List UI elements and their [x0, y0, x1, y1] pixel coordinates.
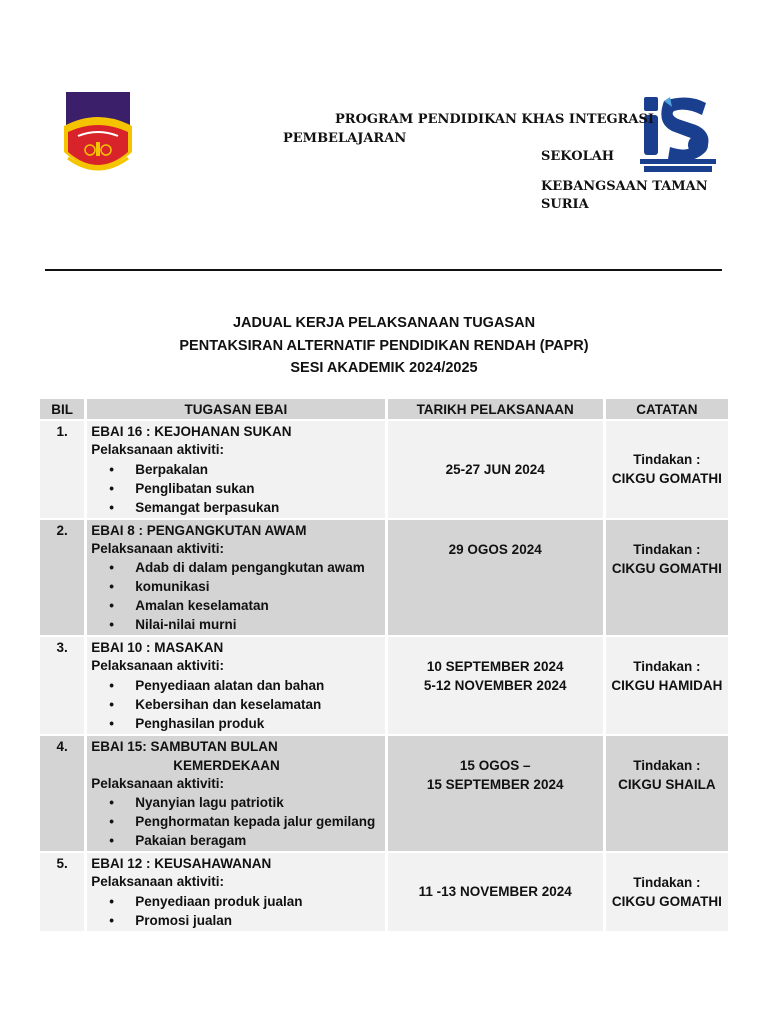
column-header-catatan: CATATAN	[606, 399, 728, 419]
list-item: • Berpakalan	[109, 460, 380, 479]
task-subtitle: Pelaksanaan aktiviti:	[91, 442, 225, 457]
list-item: • Kebersihan dan keselamatan	[109, 695, 380, 714]
row-number: 4.	[40, 736, 84, 852]
list-item: • Penyediaan alatan dan bahan	[109, 676, 380, 695]
list-item: • Penglibatan sukan	[109, 479, 380, 498]
note-label: Tindakan :	[633, 452, 701, 468]
task-cell	[87, 853, 384, 931]
table-row	[40, 736, 728, 852]
date-line: 11 -13 NOVEMBER 2024	[418, 884, 572, 900]
task-cell	[87, 421, 384, 518]
school-crest-icon	[60, 92, 136, 182]
task-title-continuation: KEMERDEKAAN	[173, 757, 280, 773]
column-header-tarikh: TARIKH PELAKSANAAN	[388, 399, 603, 419]
date-cell	[388, 421, 603, 518]
list-item: • komunikasi	[109, 577, 380, 596]
list-item: • Semangat berpasukan	[109, 498, 380, 517]
date-line: 15 OGOS –	[459, 757, 531, 773]
note-cell	[606, 736, 728, 852]
row-number: 2.	[40, 520, 84, 636]
task-cell	[87, 520, 384, 636]
note-label: Tindakan :	[633, 659, 701, 674]
header-divider	[45, 269, 722, 271]
date-cell	[388, 520, 603, 636]
task-subtitle: Pelaksanaan aktiviti:	[91, 874, 225, 889]
note-label: Tindakan :	[633, 874, 701, 890]
row-number: 1.	[40, 421, 84, 518]
header-line-3: SEKOLAH	[541, 149, 615, 164]
list-item: • Amalan keselamatan	[109, 596, 380, 615]
header-line-4: KEBANGSAAN TAMAN	[541, 179, 708, 194]
list-item: • Nyanyian lagu patriotik	[109, 793, 380, 812]
date-line: 29 OGOS 2024	[448, 541, 542, 557]
list-item: • Adab di dalam pengangkutan awam	[109, 558, 380, 577]
task-title: EBAI 16 : KEJOHANAN SUKAN	[91, 424, 292, 439]
list-item: • Promosi jualan	[109, 911, 380, 930]
row-number: 5.	[40, 853, 84, 931]
date-cell	[388, 736, 603, 852]
column-header-tugasan: TUGASAN EBAI	[87, 399, 384, 419]
list-item: • Pakaian beragam	[109, 831, 380, 850]
note-label: Tindakan :	[633, 757, 701, 773]
date-cell	[388, 637, 603, 734]
task-title: EBAI 8 : PENGANGKUTAN AWAM	[91, 522, 307, 538]
table-header-row	[40, 399, 728, 419]
note-cell	[606, 421, 728, 518]
document-title-1: JADUAL KERJA PELAKSANAAN TUGASAN	[232, 315, 536, 331]
header-line-2: PEMBELAJARAN	[283, 131, 407, 146]
task-cell	[87, 637, 384, 734]
task-title: EBAI 15: SAMBUTAN BULAN	[91, 738, 278, 754]
list-item: • Penyediaan produk jualan	[109, 892, 380, 911]
row-number: 3.	[40, 637, 84, 734]
transformasi-sekolah-2025-logo-icon	[640, 93, 716, 175]
note-teacher: CIKGU GOMATHI	[611, 893, 722, 909]
table-row	[40, 637, 728, 734]
table-row	[40, 520, 728, 636]
task-title: EBAI 10 : MASAKAN	[91, 640, 224, 655]
date-line: 5-12 NOVEMBER 2024	[423, 678, 567, 693]
note-teacher: CIKGU GOMATHI	[611, 560, 722, 576]
header-line-5: SURIA	[541, 197, 589, 212]
task-subtitle: Pelaksanaan aktiviti:	[91, 540, 225, 556]
date-line: 25-27 JUN 2024	[445, 461, 545, 477]
activity-list	[91, 558, 380, 634]
note-label: Tindakan :	[633, 541, 701, 557]
activity-list	[91, 676, 380, 733]
date-line: 10 SEPTEMBER 2024	[426, 659, 564, 674]
list-item: • Penghasilan produk	[109, 714, 380, 733]
table-row	[40, 421, 728, 518]
note-cell	[606, 520, 728, 636]
note-teacher: CIKGU SHAILA	[618, 776, 716, 792]
activity-list	[91, 460, 380, 517]
note-teacher: CIKGU HAMIDAH	[611, 678, 723, 693]
task-cell	[87, 736, 384, 852]
date-cell	[388, 853, 603, 931]
date-line: 15 SEPTEMBER 2024	[426, 776, 564, 792]
task-title: EBAI 12 : KEUSAHAWANAN	[91, 856, 272, 871]
task-subtitle: Pelaksanaan aktiviti:	[91, 658, 225, 673]
activity-list	[91, 793, 380, 850]
table-row	[40, 853, 728, 931]
note-cell	[606, 637, 728, 734]
list-item: • Penghormatan kepada jalur gemilang	[109, 812, 380, 831]
header-line-1: PROGRAM PENDIDIKAN KHAS INTEGRASI	[335, 112, 654, 127]
document-title-2: PENTAKSIRAN ALTERNATIF PENDIDIKAN RENDAH (PAPR)	[179, 338, 589, 354]
column-header-bil: BIL	[40, 399, 84, 419]
task-subtitle: Pelaksanaan aktiviti:	[91, 775, 225, 791]
document-title-3: SESI AKADEMIK 2024/2025	[290, 360, 478, 376]
activity-list	[91, 892, 380, 930]
schedule-table	[37, 397, 731, 933]
list-item: • Nilai-nilai murni	[109, 615, 380, 634]
note-teacher: CIKGU GOMATHI	[611, 471, 722, 487]
note-cell	[606, 853, 728, 931]
